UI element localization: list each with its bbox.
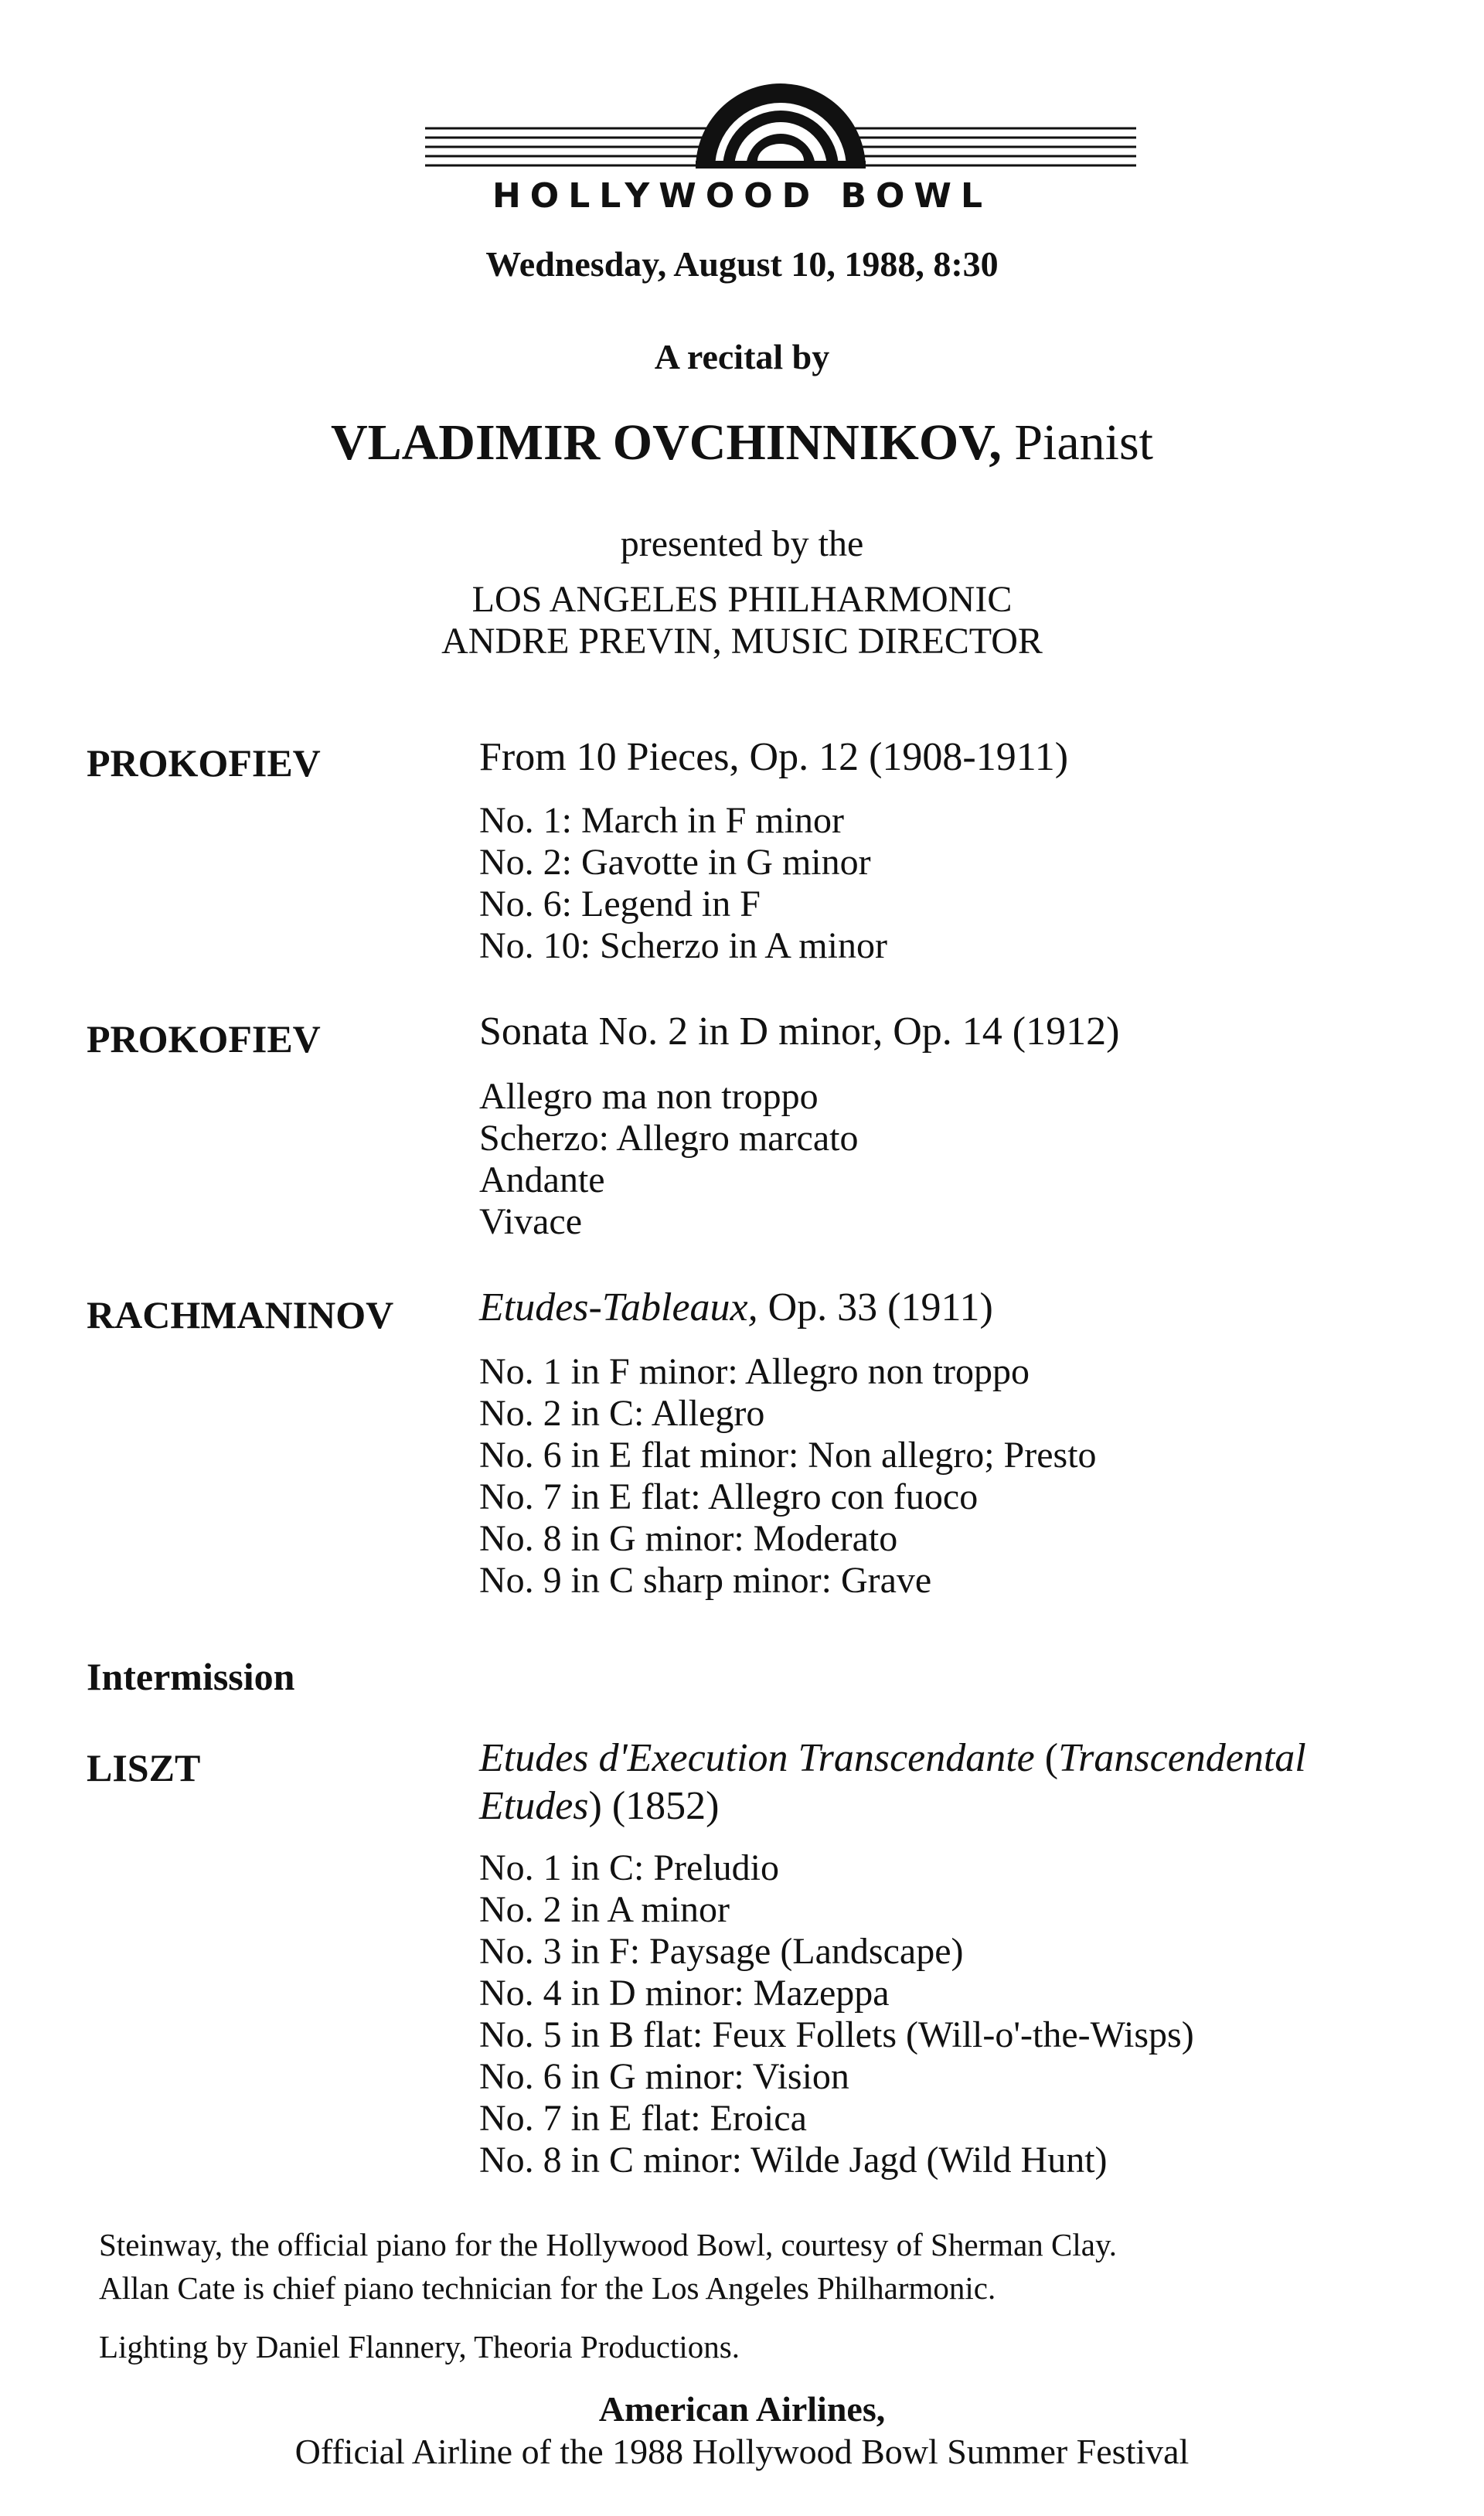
intermission-label: Intermission bbox=[87, 1655, 295, 1698]
recital-intro: A recital by bbox=[654, 337, 830, 376]
movement-item: No. 10: Scherzo in A minor bbox=[479, 925, 887, 966]
movement-item: Vivace bbox=[479, 1201, 583, 1242]
work-title-1-text: From 10 Pieces, Op. 12 (1908-1911) bbox=[479, 735, 1069, 779]
work-title-4 bbox=[479, 1735, 1306, 1830]
movement-list-2 bbox=[479, 1076, 858, 1243]
performer-role: Pianist bbox=[1014, 414, 1154, 471]
technician-credit: Allan Cate is chief piano technician for the Los Angeles Philharmonic. bbox=[99, 2270, 996, 2306]
movement-item: No. 4 in D minor: Mazeppa bbox=[479, 1973, 890, 2014]
work-title-4-italic2: Transcendental bbox=[1058, 1736, 1306, 1780]
composer-prokofiev-2: PROKOFIEV bbox=[87, 1017, 321, 1061]
movement-item: No. 6 in G minor: Vision bbox=[479, 2056, 849, 2097]
movement-item: No. 7 in E flat: Allegro con fuoco bbox=[479, 1476, 979, 1517]
lighting-credit: Lighting by Daniel Flannery, Theoria Productions. bbox=[99, 2329, 740, 2364]
performer-line bbox=[0, 414, 1484, 472]
work-title-2 bbox=[479, 1009, 1119, 1054]
movement-item: No. 5 in B flat: Feux Follets (Will-o'-the-Wisps) bbox=[479, 2014, 1194, 2055]
work-title-4-italic: Etudes d'Execution Transcendante bbox=[479, 1736, 1035, 1780]
work-title-3 bbox=[479, 1285, 993, 1330]
composer-prokofiev-1: PROKOFIEV bbox=[87, 741, 321, 785]
composer-liszt: LISZT bbox=[87, 1746, 201, 1789]
hollywood-bowl-logo bbox=[417, 37, 1144, 184]
composer-rachmaninov: RACHMANINOV bbox=[87, 1293, 394, 1336]
movement-list-3 bbox=[479, 1351, 1097, 1602]
movement-item: No. 8 in G minor: Moderato bbox=[479, 1518, 898, 1559]
work-title-4-italic3: Etudes bbox=[479, 1784, 589, 1828]
performer-name: VLADIMIR OVCHINNIKOV, bbox=[330, 414, 1002, 471]
logo-shell bbox=[696, 83, 866, 169]
movement-item: No. 1: March in F minor bbox=[479, 800, 844, 841]
movement-item: Scherzo: Allegro marcato bbox=[479, 1118, 859, 1159]
piano-credit: Steinway, the official piano for the Hollywood Bowl, courtesy of Sherman Clay. bbox=[99, 2227, 1118, 2262]
movement-item: Allegro ma non troppo bbox=[479, 1076, 819, 1117]
movement-item: No. 2 in A minor bbox=[479, 1889, 730, 1930]
music-director: ANDRE PREVIN, MUSIC DIRECTOR bbox=[441, 621, 1043, 662]
work-title-3-italic: Etudes-Tableaux, bbox=[479, 1285, 758, 1329]
work-title-4-paren: ( bbox=[1034, 1736, 1059, 1780]
movement-item: No. 1 in F minor: Allegro non troppo bbox=[479, 1351, 1030, 1392]
work-title-3-text: Op. 33 (1911) bbox=[757, 1285, 993, 1329]
orchestra-name: LOS ANGELES PHILHARMONIC bbox=[471, 579, 1013, 620]
movement-list-1 bbox=[479, 800, 887, 967]
movement-item: No. 7 in E flat: Eroica bbox=[479, 2098, 807, 2139]
sponsor-name: American Airlines, bbox=[598, 2389, 886, 2429]
work-title-4-date: ) (1852) bbox=[588, 1784, 720, 1828]
movement-list-4 bbox=[479, 1847, 1194, 2181]
movement-item: No. 9 in C sharp minor: Grave bbox=[479, 1560, 932, 1601]
movement-item: No. 1 in C: Preludio bbox=[479, 1847, 780, 1888]
presented-by: presented by the bbox=[620, 523, 864, 564]
work-title-2-text: Sonata No. 2 in D minor, Op. 14 (1912) bbox=[479, 1009, 1120, 1054]
sponsor-note: Official Airline of the 1988 Hollywood Bowl Summer Festival bbox=[294, 2432, 1190, 2471]
event-date: Wednesday, August 10, 1988, 8:30 bbox=[485, 244, 999, 284]
movement-item: No. 2 in C: Allegro bbox=[479, 1393, 765, 1434]
movement-item: Andante bbox=[479, 1159, 605, 1200]
movement-item: No. 6: Legend in F bbox=[479, 883, 761, 924]
work-title-1 bbox=[479, 734, 1068, 780]
movement-item: No. 6 in E flat minor: Non allegro; Presto bbox=[479, 1435, 1097, 1476]
movement-item: No. 8 in C minor: Wilde Jagd (Wild Hunt) bbox=[479, 2140, 1108, 2181]
venue-name: HOLLYWOOD BOWL bbox=[492, 176, 992, 216]
movement-item: No. 3 in F: Paysage (Landscape) bbox=[479, 1931, 964, 1972]
movement-item: No. 2: Gavotte in G minor bbox=[479, 842, 871, 883]
